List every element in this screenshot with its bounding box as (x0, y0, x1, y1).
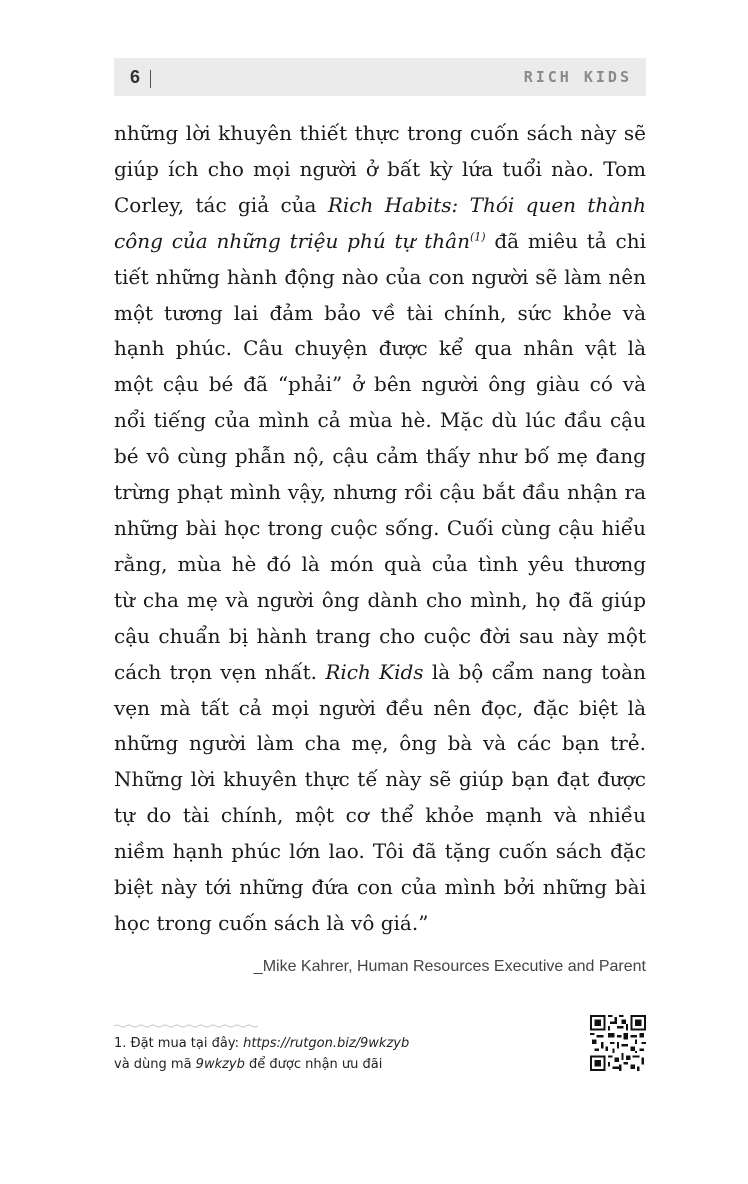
text-line: tiết những hành động nào của con người sẽ làm nên (114, 264, 646, 289)
running-header (114, 58, 646, 96)
text-line: bé vô cùng phẫn nộ, cậu cảm thấy như bố mẹ đang (114, 444, 646, 469)
discount-code: 9wkzyb (195, 1057, 245, 1072)
text-line: Corley, tác giả của Rich Habits: Thói quen thành (114, 192, 646, 217)
footnote-divider (114, 1024, 258, 1028)
text-line: rằng, mùa hè đó là món quà của tình yêu thương (114, 551, 646, 576)
book-title-italic: công của những triệu phú tự thân (114, 228, 470, 253)
book-title-italic: Rich Kids (325, 659, 424, 684)
footnote-link[interactable]: https://rutgon.biz/9wkzyb (243, 1036, 410, 1051)
text-line: cậu chuẩn bị hành trang cho cuộc đời sau này một (114, 623, 646, 648)
text-line: những bài học trong cuộc sống. Cuối cùng cậu hiểu (114, 515, 646, 540)
text-line: vẹn mà tất cả mọi người đều nên đọc, đặc biệt là (114, 695, 646, 720)
text-line: một tương lai đảm bảo về tài chính, sức khỏe và (114, 300, 646, 325)
text-line: tự do tài chính, một cơ thể khỏe mạnh và nhiều (114, 803, 646, 828)
text-line: nổi tiếng của mình cả mùa hè. Mặc dù lúc đầu cậu (114, 408, 646, 433)
footnote-marker: (1) (469, 230, 486, 244)
text-line: từ cha mẹ và người ông dành cho mình, họ đã giúp (114, 587, 646, 612)
text-line: cách trọn vẹn nhất. Rich Kids là bộ cẩm nang toàn (114, 659, 646, 684)
body-paragraph (114, 116, 646, 942)
text-line: học trong cuốn sách là vô giá.” (114, 910, 429, 935)
header-divider (150, 70, 151, 88)
text-line: biệt này tới những đứa con của mình bởi những bài (114, 875, 646, 900)
quote-attribution: _Mike Kahrer, Human Resources Executive and Parent (253, 958, 646, 975)
text-line: những lời khuyên thiết thực trong cuốn sách này sẽ (114, 121, 646, 145)
text-line: niềm hạnh phúc lớn lao. Tôi đã tặng cuốn sách đặc (114, 839, 646, 864)
text-line: công của những triệu phú tự thân$^{(1)}$ đã miêu tả chi (114, 228, 646, 253)
footnote (114, 1033, 514, 1075)
text-line: trừng phạt mình vậy, nhưng rồi cậu bắt đầu nhận ra (114, 480, 646, 505)
footnote-line-1: 1. Đặt mua tại đây: https://rutgon.biz/9wkzyb (114, 1036, 410, 1051)
text-line: Những lời khuyên thực tế này sẽ giúp bạn đạt được (114, 767, 646, 792)
running-title: RICH KIDS (523, 68, 632, 86)
text-line: hạnh phúc. Câu chuyện được kể qua nhân vật là (114, 336, 646, 361)
qr-code-icon[interactable] (590, 1015, 646, 1071)
text-line: giúp ích cho mọi người ở bất kỳ lứa tuổi nào. Tom (114, 156, 646, 181)
page-number: 6 (130, 67, 141, 87)
text-line: một cậu bé đã “phải” ở bên người ông giàu có và (114, 372, 646, 397)
text-line: những người làm cha mẹ, ông bà và các bạn trẻ. (114, 731, 646, 756)
footnote-line-2: và dùng mã 9wkzyb để được nhận ưu đãi (114, 1057, 383, 1072)
book-title-italic: Rich Habits: Thói quen thành (327, 192, 646, 217)
